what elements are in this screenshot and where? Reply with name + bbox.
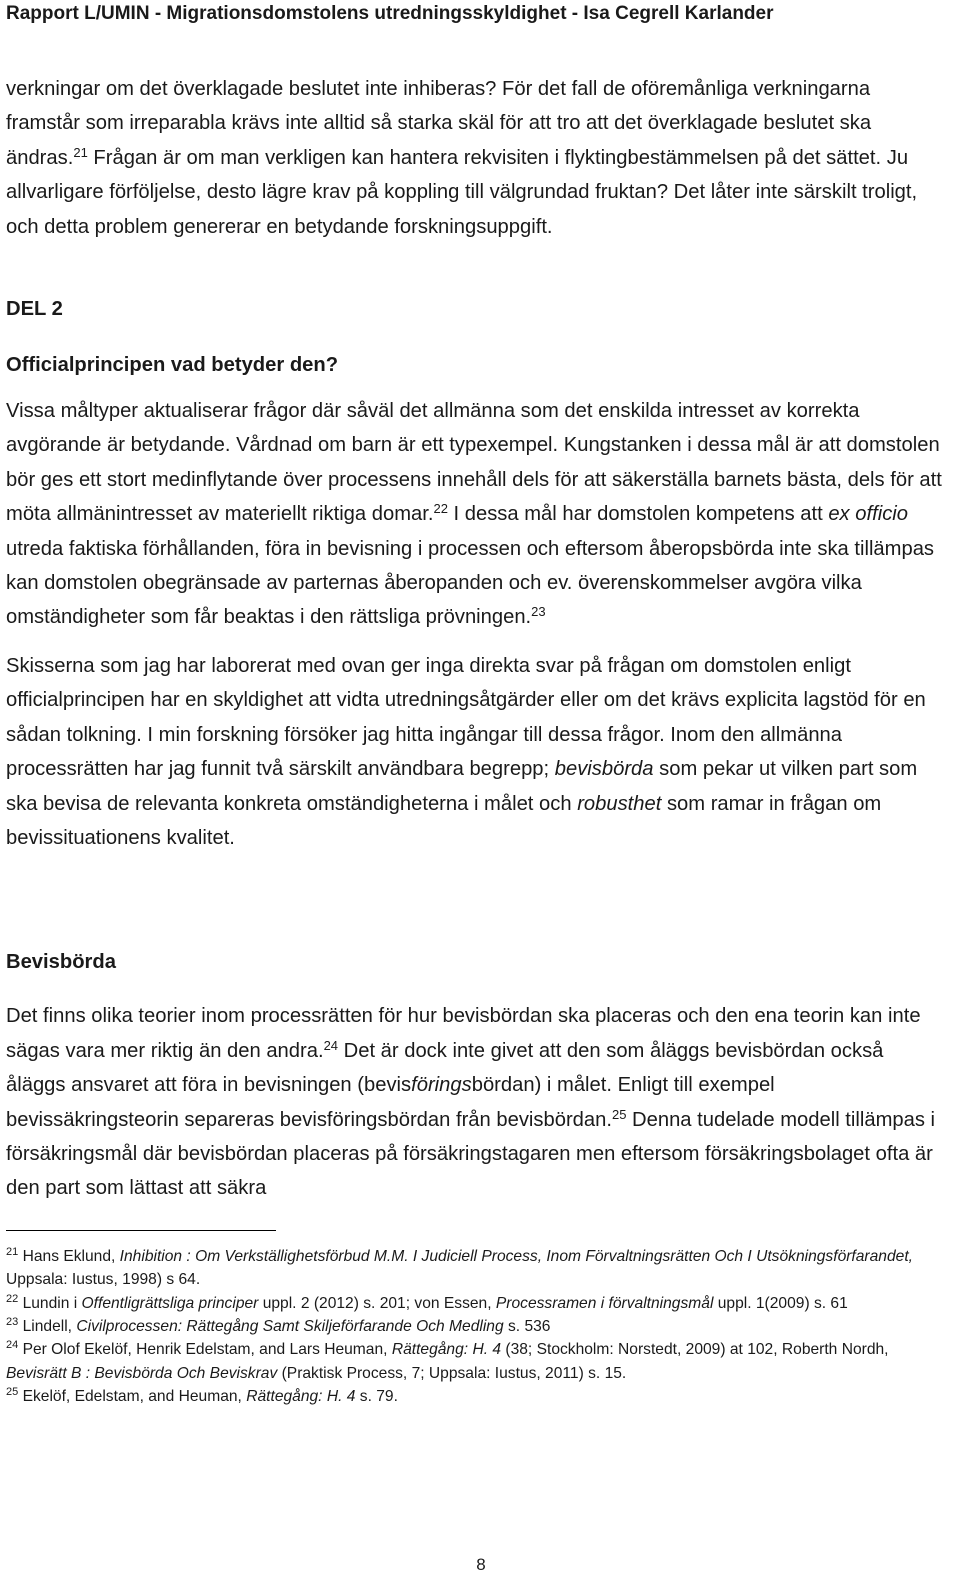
paragraph-vissa-maltyper: Vissa måltyper aktualiserar frågor där såväl det allmänna som det enskilda intresset av korrekta avgörande är betydande. Vårdnad om barn är ett typexempel. Kungstanken i dessa mål är att domstolen bör ges ett stort medinflytande över processens innehåll dels för att säkerställa barnets bästa, dels för att möta allmänintresset av materiellt riktiga domar.$^{22}$ I dessa mål har domstolen kompetens att ex officio utreda faktiska förhållanden, föra in bevisning i processen och eftersom åberopsbörda inte ska tillämpas kan domstolen obegränsade av parternas åberopanden och ev. överenskommelser avgöra vilka omständigheter som får beaktas i den rättsliga prövningen.$^{23}$ <box>6 400 942 629</box>
section-label-del-2: DEL 2 <box>6 298 63 321</box>
footnote-separator <box>6 1230 276 1231</box>
footnote-21: $^{21}$ Hans Eklund, Inhibition : Om Verkställighetsförbud M.M. I Judiciell Process, Inom Förvaltningsrätten Och I Utsökningsförfarandet, Uppsala: Iustus, 1998) s 64. <box>6 1245 913 1289</box>
page-number: 8 <box>476 1555 486 1574</box>
footnote-22: $^{22}$ Lundin i Offentligrättsliga principer uppl. 2 (2012) s. 201; von Essen, Processramen i förvaltningsmål uppl. 1(2009) s. 61 <box>6 1292 848 1312</box>
footnote-24: $^{24}$ Per Olof Ekelöf, Henrik Edelstam, and Lars Heuman, Rättegång: H. 4 (38; Stockholm: Norstedt, 2009) at 102, Roberth Nordh, Bevisrätt B : Bevisbörda Och Beviskrav (Praktisk Process, 7; Uppsala: Iustus, 2011) s. 15. <box>6 1339 889 1382</box>
paragraph-teorier: Det finns olika teorier inom processrätten för hur bevisbördan ska placeras och den ena teorin kan inte sägas vara mer riktig än den andra.$^{24}$ Det är dock inte givet att den som åläggs bevisbördan också åläggs ansvaret att föra in bevisningen (bevisföringsbördan) i målet. Enligt till exempel bevissäkringsteorin separeras bevisföringsbördan från bevisbördan.$^{25}$ Denna tudelade modell tillämpas i försäkringsmål där bevisbördan placeras på försäkringstagaren men eftersom försäkringsbolaget ofta är den part som lättast att säkra <box>6 1005 936 1200</box>
footnote-23: $^{23}$ Lindell, Civilprocessen: Rättegång Samt Skiljeförfarande Och Medling s. 536 <box>6 1315 551 1335</box>
running-header: Rapport L/UMIN - Migrationsdomstolens utredningsskyldighet - Isa Cegrell Karlander <box>6 3 774 24</box>
footnote-ref-23[interactable]: 23 <box>531 604 546 620</box>
footnote-ref-22[interactable]: 22 <box>433 501 448 517</box>
paragraph-skisserna: Skisserna som jag har laborerat med ovan ger inga direkta svar på frågan om domstolen enligt officialprincipen har en skyldighet att vidta utredningsåtgärder eller om det krävs explicita lagstöd för en sådan tolkning. I min forskning försöker jag hitta ingångar till dessa frågor. Inom den allmänna processrätten har jag funnit två särskilt användbara begrepp; bevisbörda som pekar ut vilken part som ska bevisa de relevanta konkreta omständigheterna i målet och robusthet som ramar in frågan om bevissituationens kvalitet. <box>6 654 926 849</box>
footnote-ref-24[interactable]: 24 <box>323 1037 339 1053</box>
footnote-25: $^{25}$ Ekelöf, Edelstam, and Heuman, Rättegång: H. 4 s. 79. <box>6 1386 398 1406</box>
paragraph-intro: verkningar om det överklagade beslutet inte inhiberas? För det fall de oföremånliga verkningarna framstår som irreparabla krävs inte alltid så starka skäl för att tro att det överklagade beslutet ska ändras.$^{21}$ Frågan är om man verkligen kan hantera rekvisiten i flyktingbestämmelsen på det sättet. Ju allvarligare förföljelse, desto lägre krav på koppling till välgrundad fruktan? Det låter inte särskilt troligt, och detta problem genererar en betydande forskningsuppgift. <box>6 78 918 238</box>
footnote-ref-21[interactable]: 21 <box>73 144 88 160</box>
footnotes <box>6 1245 948 1409</box>
section-title-bevisborda: Bevisbörda <box>6 951 116 974</box>
section-title-officialprincipen: Officialprincipen vad betyder den? <box>6 354 339 377</box>
footnote-ref-25[interactable]: 25 <box>611 1106 627 1122</box>
